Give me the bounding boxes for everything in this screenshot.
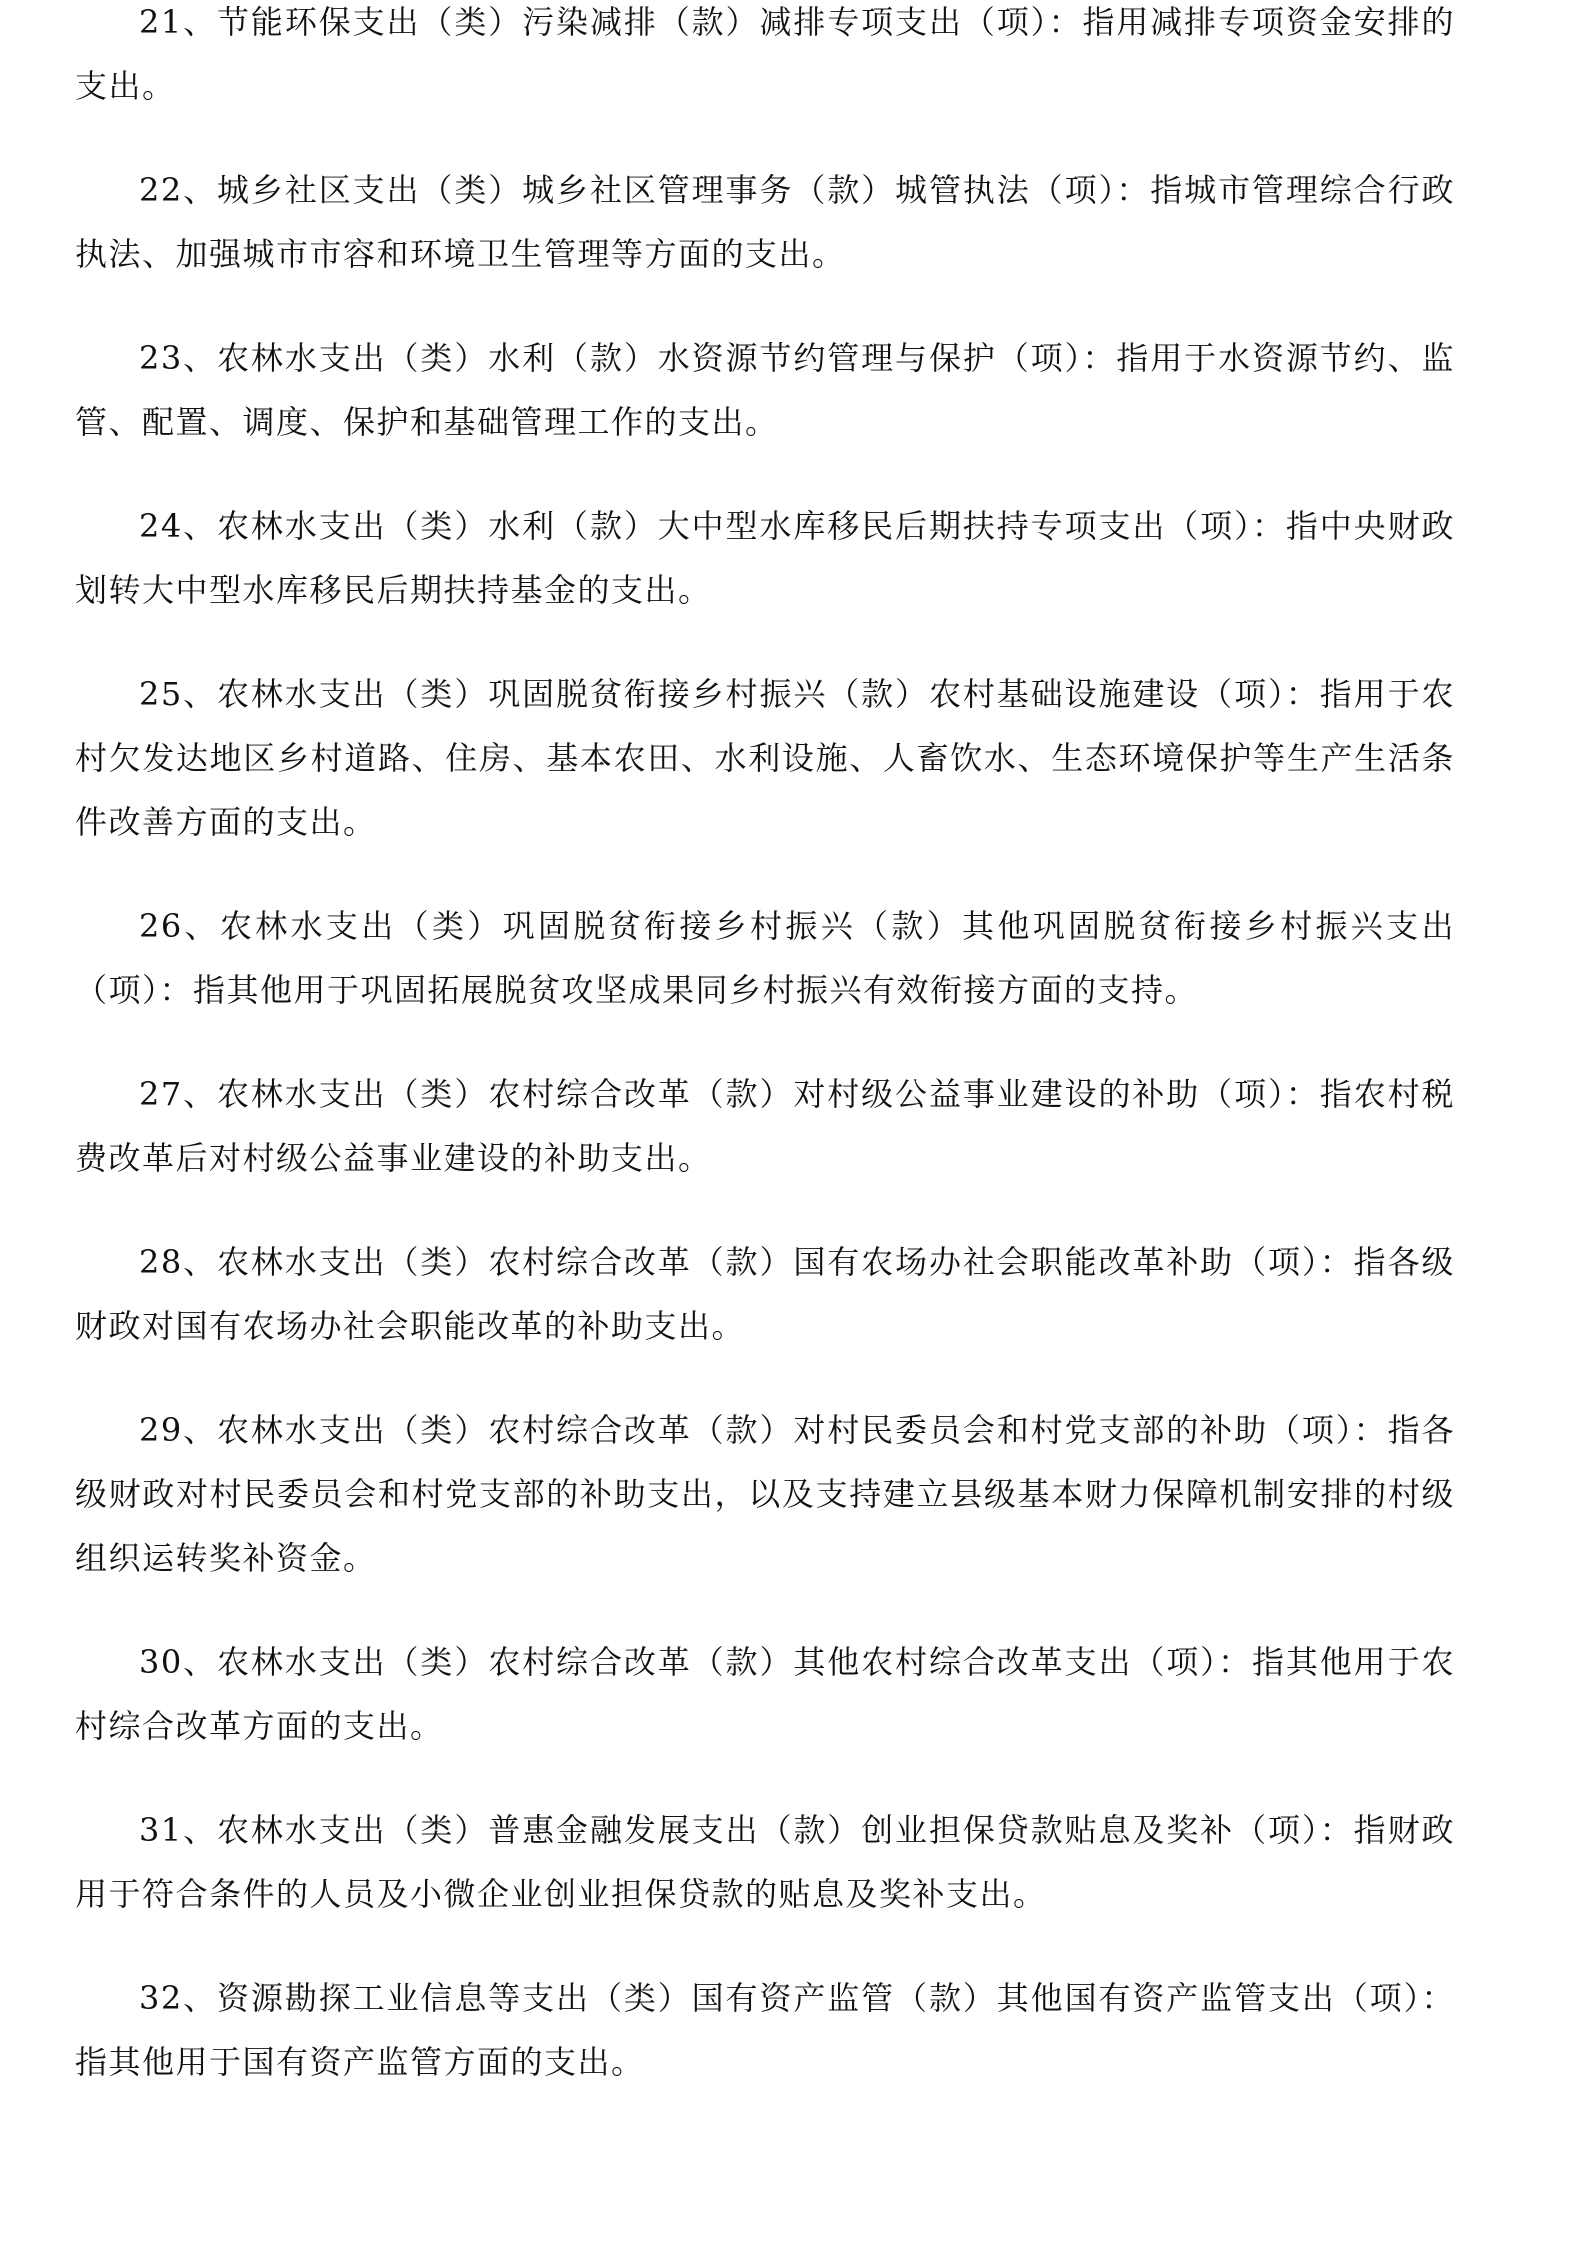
paragraph-item-23: 23、农林水支出（类）水利（款）水资源节约管理与保护（项）：指用于水资源节约、监管、配置、调度、保护和基础管理工作的支出。 [75, 339, 1455, 441]
paragraph-item-30: 30、农林水支出（类）农村综合改革（款）其他农村综合改革支出（项）：指其他用于农村综合改革方面的支出。 [75, 1643, 1455, 1745]
paragraph-item-21: 21、节能环保支出（类）污染减排（款）减排专项支出（项）：指用减排专项资金安排的支出。 [75, 3, 1455, 105]
paragraph-item-32: 32、资源勘探工业信息等支出（类）国有资产监管（款）其他国有资产监管支出（项）：指其他用于国有资产监管方面的支出。 [75, 1979, 1455, 2081]
paragraph-item-22: 22、城乡社区支出（类）城乡社区管理事务（款）城管执法（项）：指城市管理综合行政执法、加强城市市容和环境卫生管理等方面的支出。 [75, 171, 1455, 273]
document-body [75, 0, 1455, 2134]
paragraph-item-29: 29、农林水支出（类）农村综合改革（款）对村民委员会和村党支部的补助（项）：指各级财政对村民委员会和村党支部的补助支出，以及支持建立县级基本财力保障机制安排的村级组织运转奖补资金。 [75, 1411, 1455, 1577]
paragraph-item-26: 26、农林水支出（类）巩固脱贫衔接乡村振兴（款）其他巩固脱贫衔接乡村振兴支出（项）：指其他用于巩固拓展脱贫攻坚成果同乡村振兴有效衔接方面的支持。 [75, 907, 1455, 1009]
paragraph-item-27: 27、农林水支出（类）农村综合改革（款）对村级公益事业建设的补助（项）：指农村税费改革后对村级公益事业建设的补助支出。 [75, 1075, 1455, 1177]
paragraph-item-28: 28、农林水支出（类）农村综合改革（款）国有农场办社会职能改革补助（项）：指各级财政对国有农场办社会职能改革的补助支出。 [75, 1243, 1455, 1345]
paragraph-item-25: 25、农林水支出（类）巩固脱贫衔接乡村振兴（款）农村基础设施建设（项）：指用于农村欠发达地区乡村道路、住房、基本农田、水利设施、人畜饮水、生态环境保护等生产生活条件改善方面的支出。 [75, 675, 1455, 841]
paragraph-item-31: 31、农林水支出（类）普惠金融发展支出（款）创业担保贷款贴息及奖补（项）：指财政用于符合条件的人员及小微企业创业担保贷款的贴息及奖补支出。 [75, 1811, 1455, 1913]
paragraph-item-24: 24、农林水支出（类）水利（款）大中型水库移民后期扶持专项支出（项）：指中央财政划转大中型水库移民后期扶持基金的支出。 [75, 507, 1455, 609]
